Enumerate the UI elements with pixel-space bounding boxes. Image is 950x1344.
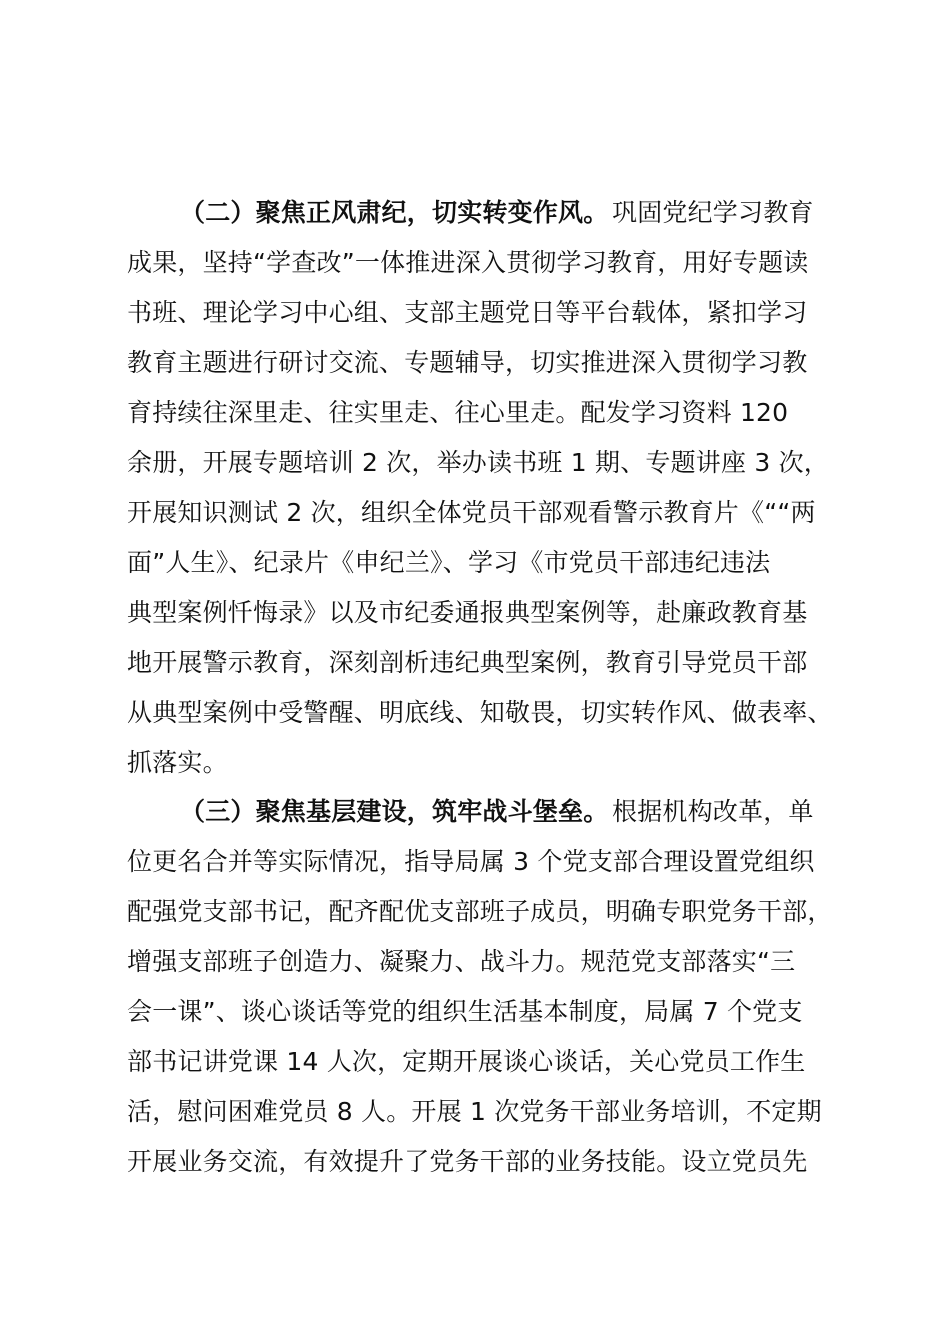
- paragraph-2-line-9: 典型案例忏悔录》以及市纪委通报典型案例等，赴廉政教育基: [127, 598, 808, 627]
- paragraph-2-line-11: 从典型案例中受警醒、明底线、知敬畏，切实转作风、做表率、: [127, 698, 833, 727]
- paragraph-2-line-8: 面”人生》、纪录片《申纪兰》、学习《市党员干部违纪违法: [127, 548, 771, 577]
- paragraph-2-line-12: 抓落实。: [127, 748, 228, 777]
- paragraph-2-line-4: 教育主题进行研讨交流、专题辅导，切实推进深入贯彻学习教: [127, 348, 808, 377]
- paragraph-3-line-1: [0, 787, 950, 837]
- paragraph-3-line-7: 活，慰问困难党员 8 人。开展 1 次党务干部业务培训，不定期: [127, 1097, 822, 1126]
- paragraph-2-line-5: 育持续往深里走、往实里走、往心里走。配发学习资料 120: [127, 398, 789, 427]
- paragraph-2-line-1: [0, 188, 950, 238]
- paragraph-3-line-2: 位更名合并等实际情况，指导局属 3 个党支部合理设置党组织: [127, 847, 815, 876]
- paragraph-3-first-line-text: 根据机构改革，单: [612, 797, 814, 826]
- paragraph-2-line-7: 开展知识测试 2 次，组织全体党员干部观看警示教育片《““两: [127, 498, 816, 527]
- paragraph-2-line-3: 书班、理论学习中心组、支部主题党日等平台载体，紧扣学习: [127, 298, 808, 327]
- paragraph-3-line-5: 会一课”、谈心谈话等党的组织生活基本制度，局属 7 个党支: [127, 997, 803, 1026]
- paragraph-2-heading: （二）聚焦正风肃纪，切实转变作风。: [180, 198, 609, 227]
- paragraph-2-line-6: 余册，开展专题培训 2 次，举办读书班 1 期、专题讲座 3 次，: [127, 448, 829, 477]
- paragraph-2-line-2: 成果，坚持“学查改”一体推进深入贯彻学习教育，用好专题读: [127, 248, 809, 277]
- paragraph-3-line-6: 部书记讲党课 14 人次，定期开展谈心谈话，关心党员工作生: [127, 1047, 806, 1076]
- paragraph-2-first-line-text: 巩固党纪学习教育: [612, 198, 814, 227]
- paragraph-3-heading: （三）聚焦基层建设，筑牢战斗堡垒。: [180, 797, 609, 826]
- paragraph-3-line-8: 开展业务交流，有效提升了党务干部的业务技能。设立党员先: [127, 1147, 808, 1176]
- paragraph-3-line-3: 配强党支部书记，配齐配优支部班子成员，明确专职党务干部，: [127, 897, 833, 926]
- paragraph-3-line-4: 增强支部班子创造力、凝聚力、战斗力。规范党支部落实“三: [127, 947, 796, 976]
- paragraph-2-line-10: 地开展警示教育，深刻剖析违纪典型案例，教育引导党员干部: [127, 648, 808, 677]
